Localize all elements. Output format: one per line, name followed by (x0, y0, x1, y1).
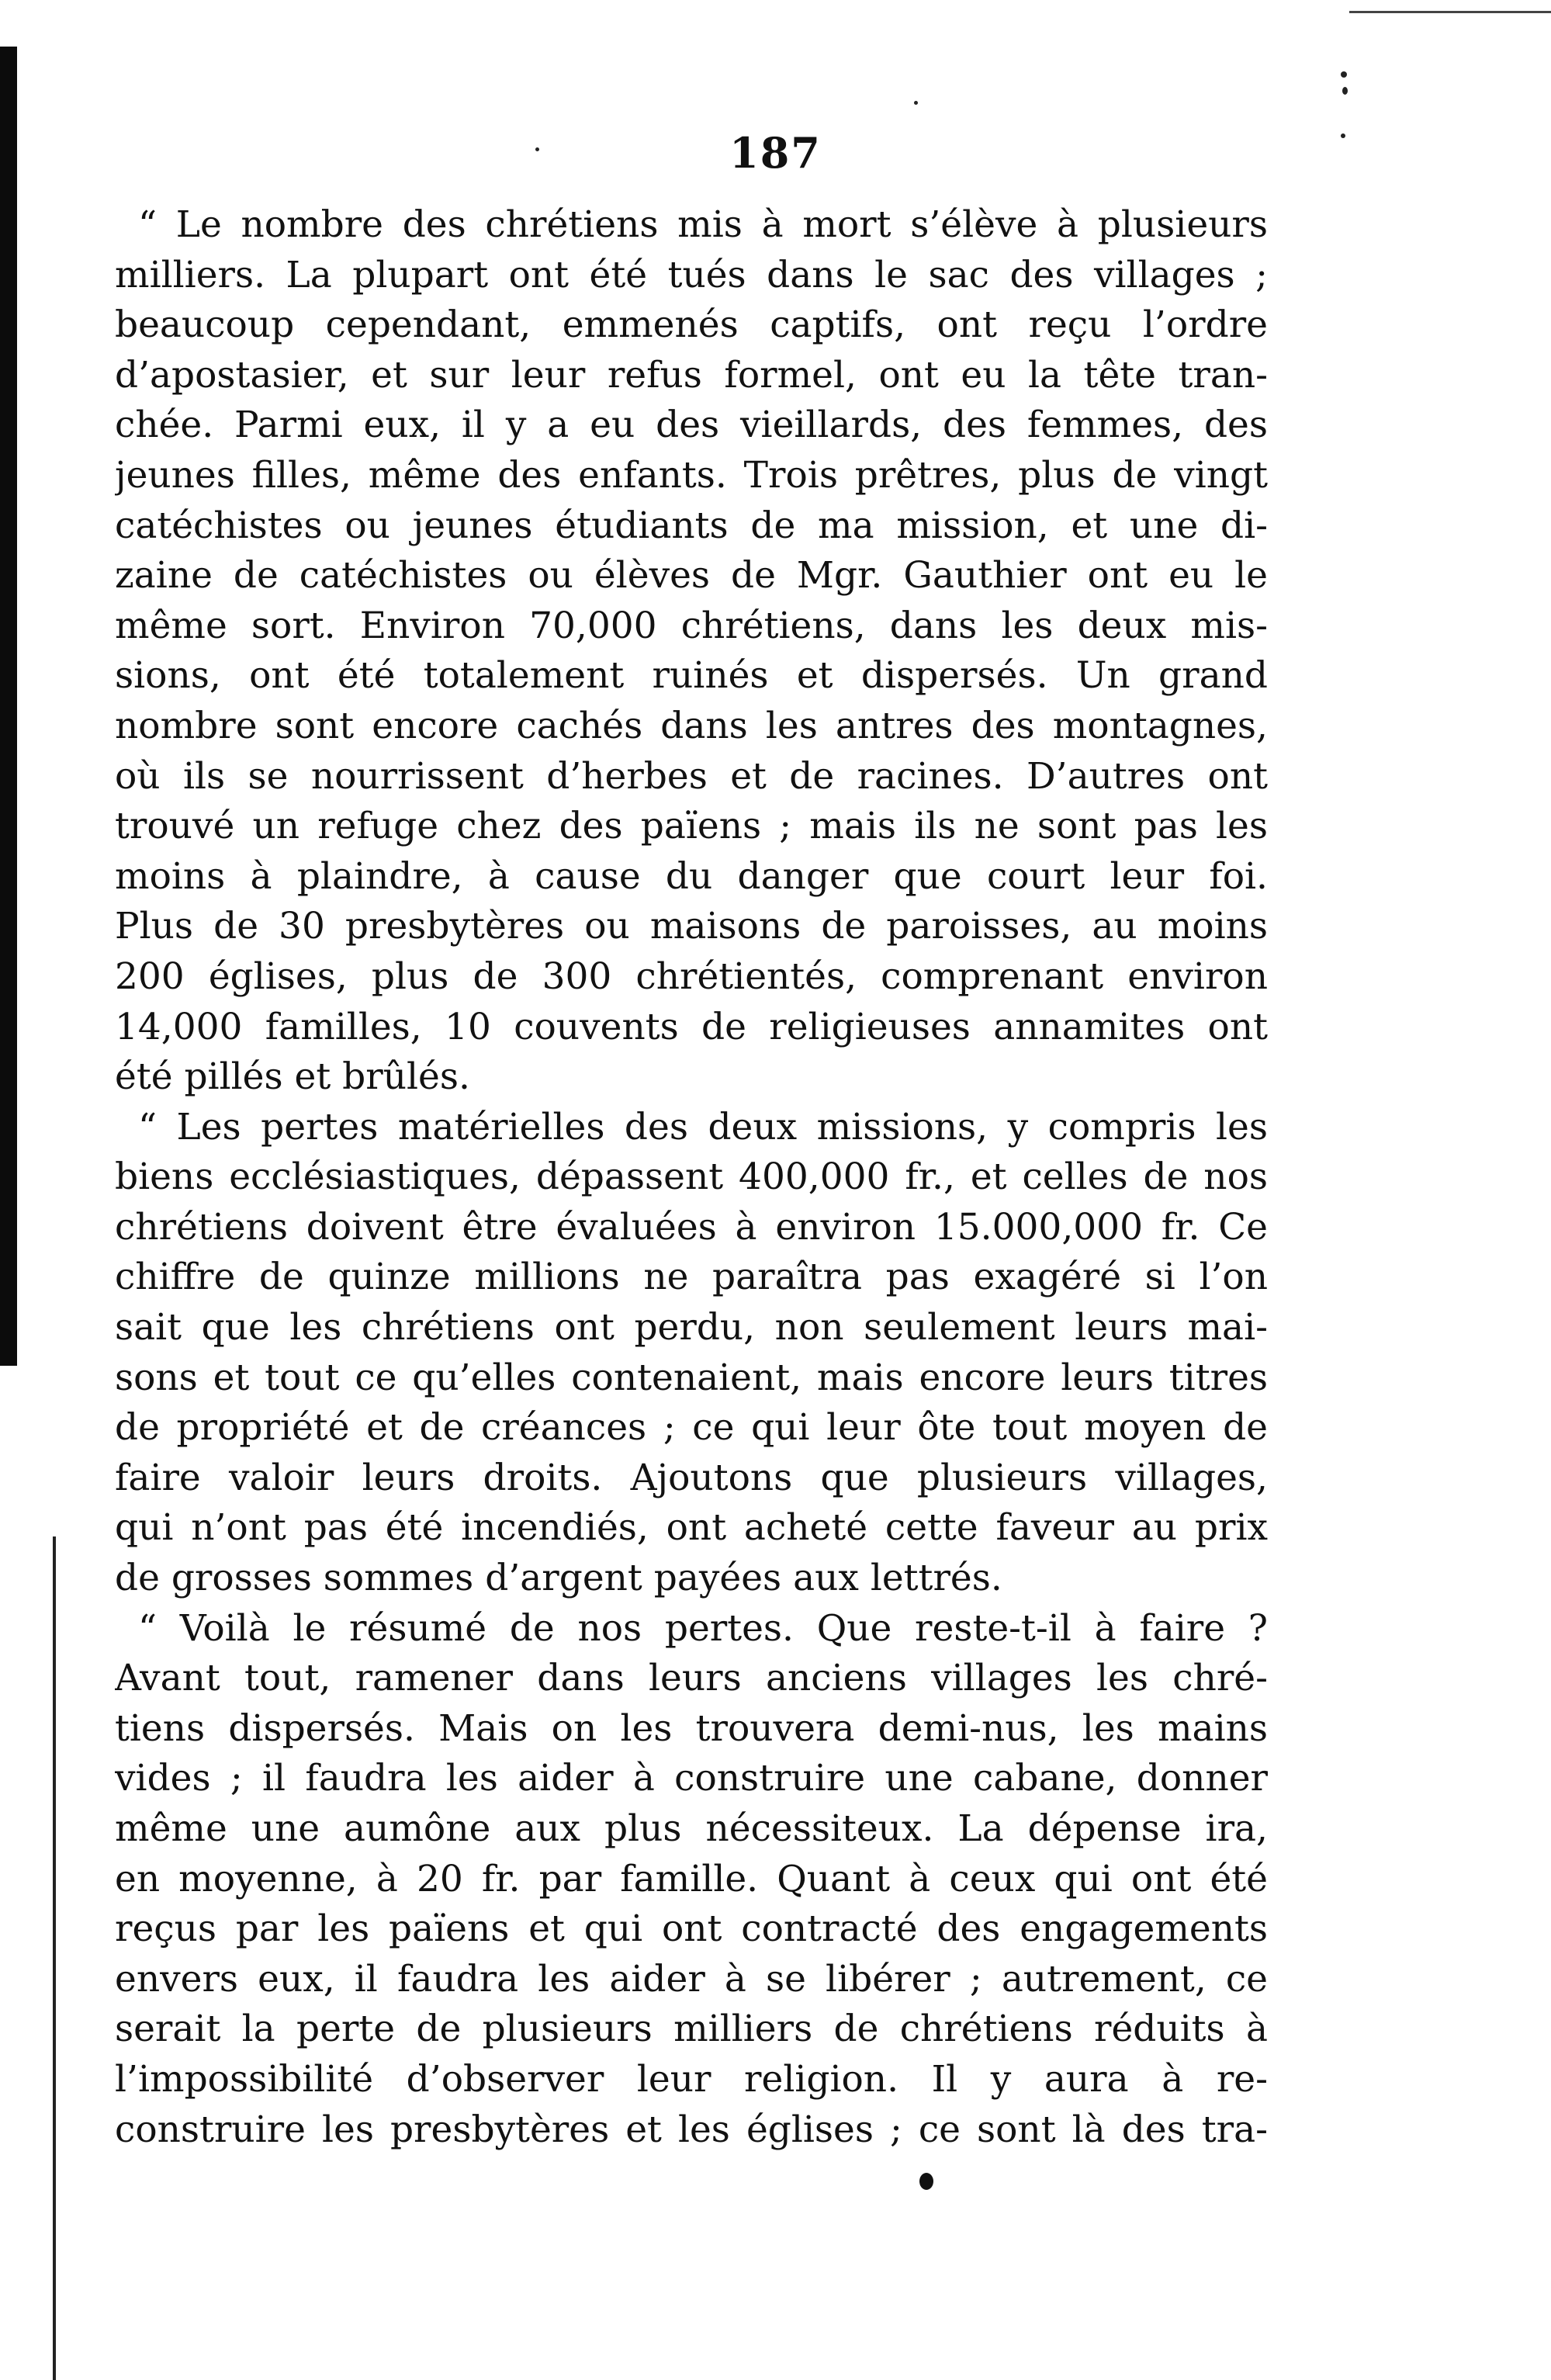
text-line: même une aumône aux plus nécessiteux. La dépense ira, (115, 1807, 1268, 1850)
scan-speck (1342, 87, 1348, 95)
text-line: trouvé un refuge chez des païens ; mais ils ne sont pas les (115, 805, 1268, 848)
page-number: 187 (729, 128, 822, 178)
text-line: de grosses sommes d’argent payées aux lettrés. (115, 1557, 1002, 1600)
text-line: envers eux, il faudra les aider à se libérer ; autrement, ce (115, 1957, 1268, 2001)
text-line: biens ecclésiastiques, dépassent 400,000 fr., et celles de nos (115, 1155, 1268, 1199)
text-line: jeunes filles, même des enfants. Trois prêtres, plus de vingt (115, 453, 1268, 497)
text-line: beaucoup cependant, emmenés captifs, ont reçu l’ordre (115, 303, 1268, 347)
text-line: “ Les pertes matérielles des deux missions, y compris les (138, 1105, 1268, 1148)
text-line: qui n’ont pas été incendiés, ont acheté cette faveur au prix (115, 1506, 1268, 1550)
text-line: de propriété et de créances ; ce qui leur ôte tout moyen de (115, 1406, 1268, 1450)
text-line: chée. Parmi eux, il y a eu des vieillards, des femmes, des (115, 404, 1268, 447)
text-line: été pillés et brûlés. (115, 1055, 470, 1099)
text-line: zaine de catéchistes ou élèves de Mgr. Gauthier ont eu le (115, 554, 1268, 598)
text-line: 14,000 familles, 10 couvents de religieuses annamites ont (115, 1005, 1268, 1048)
text-line: 200 églises, plus de 300 chrétientés, comprenant environ (115, 954, 1268, 998)
scan-speck (914, 101, 918, 105)
text-line: l’impossibilité d’observer leur religion. Il y aura à re- (115, 2057, 1268, 2101)
text-line: milliers. La plupart ont été tués dans le sac des villages ; (115, 253, 1268, 296)
text-line: faire valoir leurs droits. Ajoutons que plusieurs villages, (115, 1456, 1268, 1499)
text-line: sait que les chrétiens ont perdu, non seulement leurs mai- (115, 1306, 1268, 1349)
scan-edge-line (1349, 11, 1551, 13)
text-line: reçus par les païens et qui ont contracté des engagements (115, 1907, 1268, 1951)
text-line: vides ; il faudra les aider à construire une cabane, donner (115, 1757, 1268, 1800)
text-line: Avant tout, ramener dans leurs anciens villages les chré- (115, 1657, 1268, 1700)
text-line: “ Voilà le résumé de nos pertes. Que reste-t-il à faire ? (138, 1606, 1268, 1650)
text-line: “ Le nombre des chrétiens mis à mort s’élève à plusieurs (138, 203, 1268, 246)
text-line: chrétiens doivent être évaluées à environ 15.000,000 fr. Ce (115, 1205, 1268, 1249)
text-line: tiens dispersés. Mais on les trouvera demi-nus, les mains (115, 1706, 1268, 1750)
footer-mark (919, 2173, 933, 2190)
text-line: moins à plaindre, à cause du danger que court leur foi. (115, 854, 1268, 898)
text-line: en moyenne, à 20 fr. par famille. Quant à ceux qui ont été (115, 1857, 1268, 1900)
text-line: Plus de 30 presbytères ou maisons de paroisses, au moins (115, 905, 1268, 948)
text-line: sions, ont été totalement ruinés et dispersés. Un grand (115, 654, 1268, 698)
scan-speck (1341, 71, 1347, 78)
text-line: où ils se nourrissent d’herbes et de racines. D’autres ont (115, 754, 1268, 798)
binding-edge-line (53, 1536, 56, 2380)
text-line: d’apostasier, et sur leur refus formel, ont eu la tête tran- (115, 353, 1268, 397)
text-line: nombre sont encore cachés dans les antres des montagnes, (115, 704, 1268, 747)
text-line: catéchistes ou jeunes étudiants de ma mission, et une di- (115, 504, 1268, 547)
text-line: même sort. Environ 70,000 chrétiens, dans les deux mis- (115, 604, 1268, 647)
binding-shadow (0, 47, 17, 1366)
text-line: serait la perte de plusieurs milliers de chrétiens réduits à (115, 2008, 1268, 2051)
text-line: chiffre de quinze millions ne paraîtra pas exagéré si l’on (115, 1256, 1268, 1299)
body-text (115, 200, 1268, 2155)
text-line: construire les presbytères et les églises ; ce sont là des tra- (115, 2108, 1268, 2151)
text-line: sons et tout ce qu’elles contenaient, mais encore leurs titres (115, 1356, 1268, 1399)
